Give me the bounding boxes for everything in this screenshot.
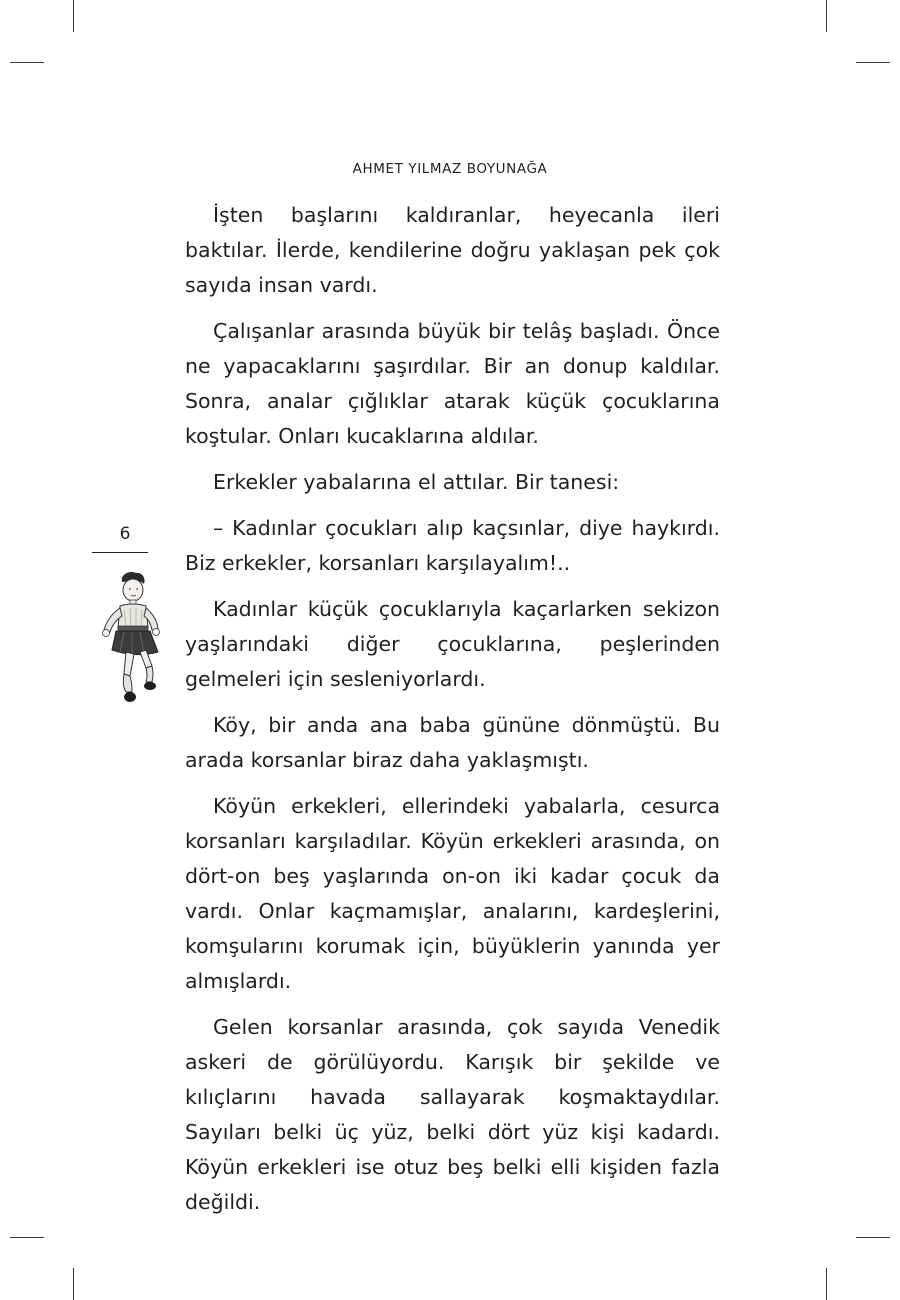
- crop-mark-bottom-left-vertical: [73, 1268, 74, 1300]
- crop-mark-bottom-left-horizontal: [10, 1237, 44, 1238]
- crop-mark-top-right-vertical: [826, 0, 827, 32]
- crop-mark-top-left-vertical: [73, 0, 74, 32]
- running-head: AHMET YILMAZ BOYUNAĞA: [352, 161, 548, 177]
- paragraph-8: Gelen korsanlar arasında, çok sayıda Venedik askeri de görülüyordu. Karışık bir şekilde ve kılıçlarını havada sallayarak koşmaktaydılar. Sayıları belki üç yüz, belki dört yüz kişi kadardı. Köyün erkekleri ise otuz beş belki elli kişiden fazla değildi.: [185, 1015, 720, 1214]
- running-boy-icon: [96, 570, 168, 710]
- paragraph-7: Köyün erkekleri, ellerindeki yabalarla, cesurca korsanları karşıladılar. Köyün erkekleri arasında, on dört-on beş yaşlarında on-on iki kadar çocuk da vardı. Onlar kaçmamışlar, analarını, kardeşlerini, komşularını korumak için, büyüklerin yanında yer almışlardı.: [185, 794, 720, 993]
- crop-mark-bottom-right-vertical: [826, 1268, 827, 1300]
- paragraph-6: Köy, bir anda ana baba gününe dönmüştü. Bu arada korsanlar biraz daha yaklaşmıştı.: [185, 713, 720, 772]
- crop-mark-bottom-right-horizontal: [856, 1237, 890, 1238]
- crop-mark-top-right-horizontal: [856, 62, 890, 63]
- paragraph-4: – Kadınlar çocukları alıp kaçsınlar, diye haykırdı. Biz erkekler, korsanları karşılayalım!..: [185, 516, 720, 575]
- paragraph-3: Erkekler yabalarına el attılar. Bir tanesi:: [213, 470, 620, 494]
- paragraph-2: Çalışanlar arasında büyük bir telâş başladı. Önce ne yapacaklarını şaşırdılar. Bir an donup kaldılar. Sonra, analar çığlıklar atarak küçük çocuklarına koştular. Onları kucaklarına aldılar.: [185, 319, 720, 448]
- page-number: 6: [119, 524, 131, 544]
- paragraph-1: İşten başlarını kaldıranlar, heyecanla ileri baktılar. İlerde, kendilerine doğru yaklaşan pek çok sayıda insan vardı.: [185, 203, 720, 297]
- crop-mark-top-left-horizontal: [10, 62, 44, 63]
- paragraph-5: Kadınlar küçük çocuklarıyla kaçarlarken sekizon yaşlarındaki diğer çocuklarına, peşlerinden gelmeleri için sesleniyorlardı.: [185, 597, 720, 691]
- body-text: [185, 198, 720, 1231]
- page-number-rule: [92, 552, 148, 553]
